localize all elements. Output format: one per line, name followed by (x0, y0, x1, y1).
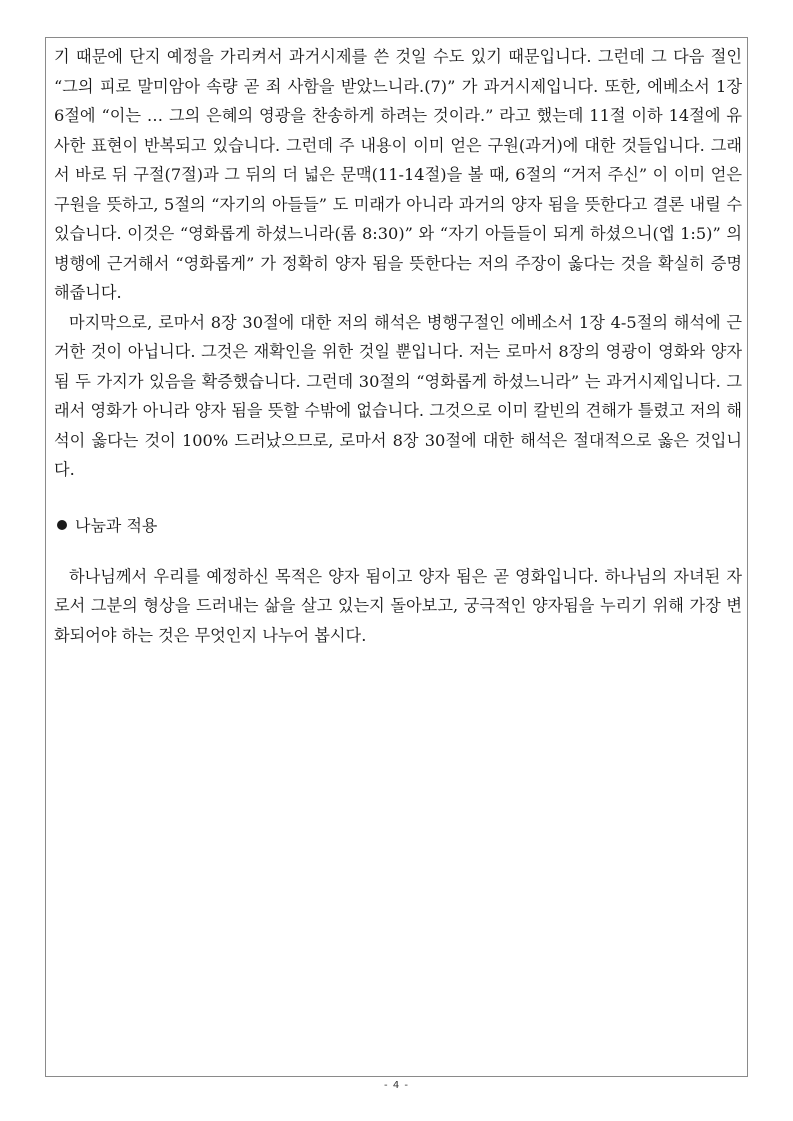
bullet-icon (57, 520, 67, 530)
section-heading (54, 511, 742, 540)
page-number: - 4 - (384, 1080, 409, 1091)
application-paragraph: 하나님께서 우리를 예정하신 목적은 양자 됨이고 양자 됨은 곧 영화입니다. 하나님의 자녀된 자로서 그분의 형상을 드러내는 삶을 살고 있는지 돌아보고, 궁극적인 양자됨을 누리기 위해 가장 변화되어야 하는 것은 무엇인지 나누어 봅시다. (54, 566, 742, 645)
body-paragraph-2: 마지막으로, 로마서 8장 30절에 대한 저의 해석은 병행구절인 에베소서 1장 4-5절의 해석에 근거한 것이 아닙니다. 그것은 재확인을 위한 것일 뿐입니다. 저는 로마서 8장의 영광이 영화와 양자 됨 두 가지가 있음을 확증했습니다. 그런데 30절의 “영화롭게 하셨느니라” 는 과거시제입니다. 그래서 영화가 아니라 양자 됨을 뜻할 수밖에 없습니다. 그것으로 이미 칼빈의 견해가 틀렸고 저의 해석이 옳다는 것이 100% 드러났으므로, 로마서 8장 30절에 대한 해석은 절대적으로 옳은 것입니다. (54, 312, 742, 479)
document-content (54, 42, 742, 650)
section-heading-text: 나눔과 적용 (75, 515, 158, 535)
body-paragraph-1: 기 때문에 단지 예정을 가리켜서 과거시제를 쓴 것일 수도 있기 때문입니다. 그런데 그 다음 절인 “그의 피로 말미암아 속량 곧 죄 사함을 받았느니라.(7)” 가 과거시제입니다. 또한, 에베소서 1장 6절에 “이는 … 그의 은혜의 영광을 찬송하게 하려는 것이라.” 라고 했는데 11절 이하 14절에 유사한 표현이 반복되고 있습니다. 그런데 주 내용이 이미 얻은 구원(과거)에 대한 것들입니다. 그래서 바로 뒤 구절(7절)과 그 뒤의 더 넓은 문맥(11-14절)을 볼 때, 6절의 “거저 주신” 이 이미 얻은 구원을 뜻하고, 5절의 “자기의 아들들” 도 미래가 아니라 과거의 양자 됨을 뜻한다고 결론 내릴 수 있습니다. 이것은 “영화롭게 하셨느니라(롬 8:30)” 와 “자기 아들들이 되게 하셨으니(엡 1:5)” 의 병행에 근거해서 “영화롭게” 가 정확히 양자 됨을 뜻한다는 저의 주장이 옳다는 것을 확실히 증명해줍니다. (54, 47, 742, 302)
